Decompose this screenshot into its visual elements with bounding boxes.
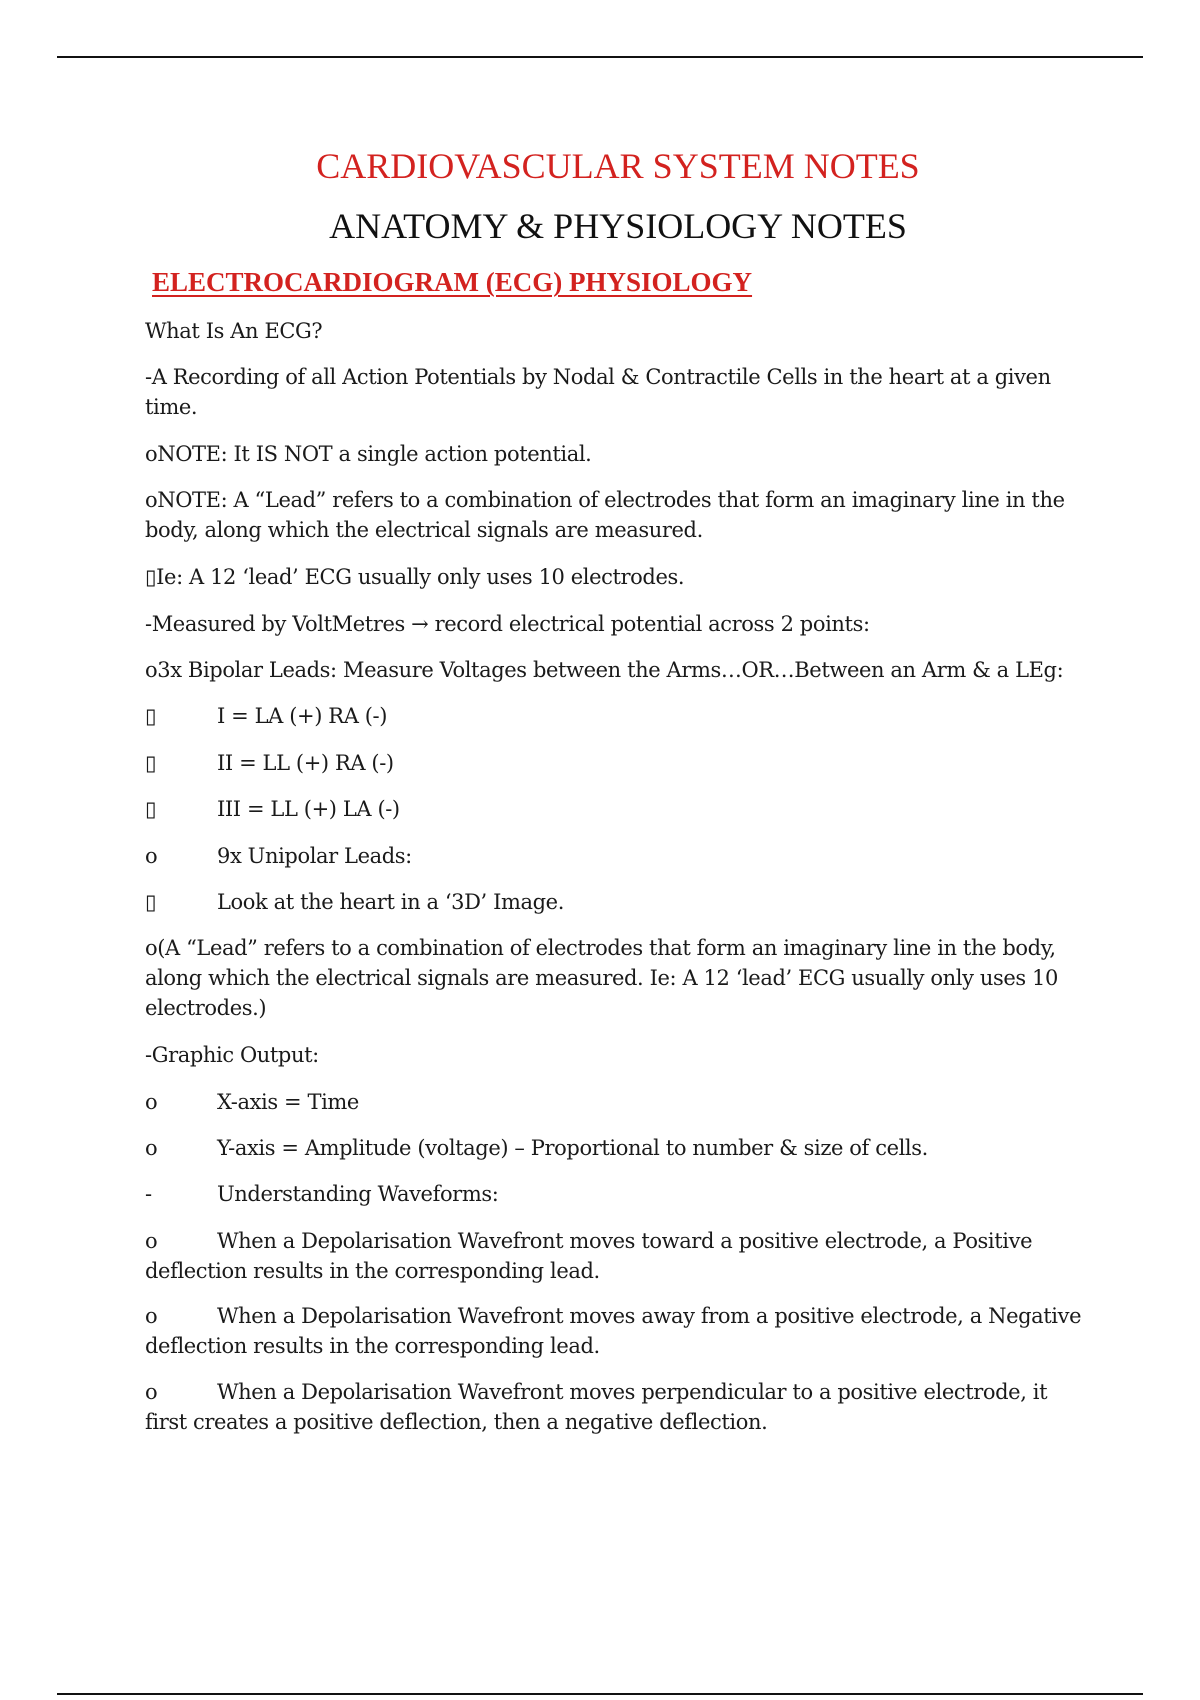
paragraph-recording: -A Recording of all Action Potentials by Nodal & Contractile Cells in the heart at a given time.	[145, 365, 1051, 419]
wavefront-toward-text: When a Depolarisation Wavefront moves toward a positive electrode, a Positive deflection results in the corresponding lead.	[145, 1229, 1033, 1283]
o-bullet-icon: o	[145, 1304, 158, 1328]
lead-ii-text: II = LL (+) RA (-)	[217, 751, 394, 775]
box-bullet-icon: ▯	[145, 751, 157, 775]
y-axis-text: Y-axis = Amplitude (voltage) – Proportional to number & size of cells.	[217, 1136, 928, 1160]
list-item-wavefront-toward	[145, 1226, 1090, 1286]
wavefront-perpendicular-text: When a Depolarisation Wavefront moves perpendicular to a positive electrode, it first creates a positive deflection, then a negative deflection.	[145, 1380, 1048, 1434]
x-axis-text: X-axis = Time	[217, 1090, 359, 1114]
paragraph-what-is-ecg: What Is An ECG?	[145, 319, 323, 343]
bottom-rule	[57, 1693, 1143, 1695]
o-bullet-icon: o	[145, 1380, 158, 1404]
understanding-text: Understanding Waveforms:	[217, 1182, 499, 1206]
box-bullet-icon: ▯	[145, 890, 157, 914]
document-subtitle: ANATOMY & PHYSIOLOGY NOTES	[329, 206, 907, 246]
o-bullet-icon: o	[145, 1229, 158, 1253]
ie-text: Ie: A 12 ‘lead’ ECG usually only uses 10 electrodes.	[156, 565, 685, 589]
list-item-wavefront-away	[145, 1301, 1090, 1361]
paragraph-ie-electrodes	[145, 562, 1090, 592]
look-3d-text: Look at the heart in a ‘3D’ Image.	[217, 890, 564, 914]
box-bullet-icon: ▯	[145, 797, 157, 821]
paragraph-lead-definition: o(A “Lead” refers to a combination of electrodes that form an imaginary line in the body, along which the electrical signals are measured. Ie: A 12 ‘lead’ ECG usually only uses 10 electrodes.)	[145, 936, 1058, 1020]
paragraph-bipolar-leads: o3x Bipolar Leads: Measure Voltages between the Arms…OR…Between an Arm & a LEg:	[145, 658, 1064, 682]
box-bullet-icon: ▯	[145, 565, 157, 589]
paragraph-measured: -Measured by VoltMetres → record electrical potential across 2 points:	[145, 612, 870, 636]
o-bullet-icon: o	[145, 1136, 158, 1160]
wavefront-away-text: When a Depolarisation Wavefront moves away from a positive electrode, a Negative deflection results in the corresponding lead.	[145, 1304, 1082, 1358]
section-heading: ELECTROCARDIOGRAM (ECG) PHYSIOLOGY	[152, 267, 753, 297]
paragraph-note-single-ap: oNOTE: It IS NOT a single action potential.	[145, 442, 592, 466]
box-bullet-icon: ▯	[145, 704, 157, 728]
document-title: CARDIOVASCULAR SYSTEM NOTES	[316, 146, 920, 186]
dash-bullet-icon: -	[145, 1182, 152, 1206]
o-bullet-icon: o	[145, 844, 158, 868]
top-rule	[57, 56, 1143, 58]
lead-i-text: I = LA (+) RA (-)	[217, 704, 388, 728]
o-bullet-icon: o	[145, 1090, 158, 1114]
paragraph-note-lead: oNOTE: A “Lead” refers to a combination of electrodes that form an imaginary line in the body, along which the electrical signals are measured.	[145, 488, 1065, 542]
unipolar-text: 9x Unipolar Leads:	[217, 844, 412, 868]
paragraph-graphic-output: -Graphic Output:	[145, 1043, 319, 1067]
lead-iii-text: III = LL (+) LA (-)	[217, 797, 400, 821]
list-item-wavefront-perpendicular	[145, 1377, 1090, 1437]
